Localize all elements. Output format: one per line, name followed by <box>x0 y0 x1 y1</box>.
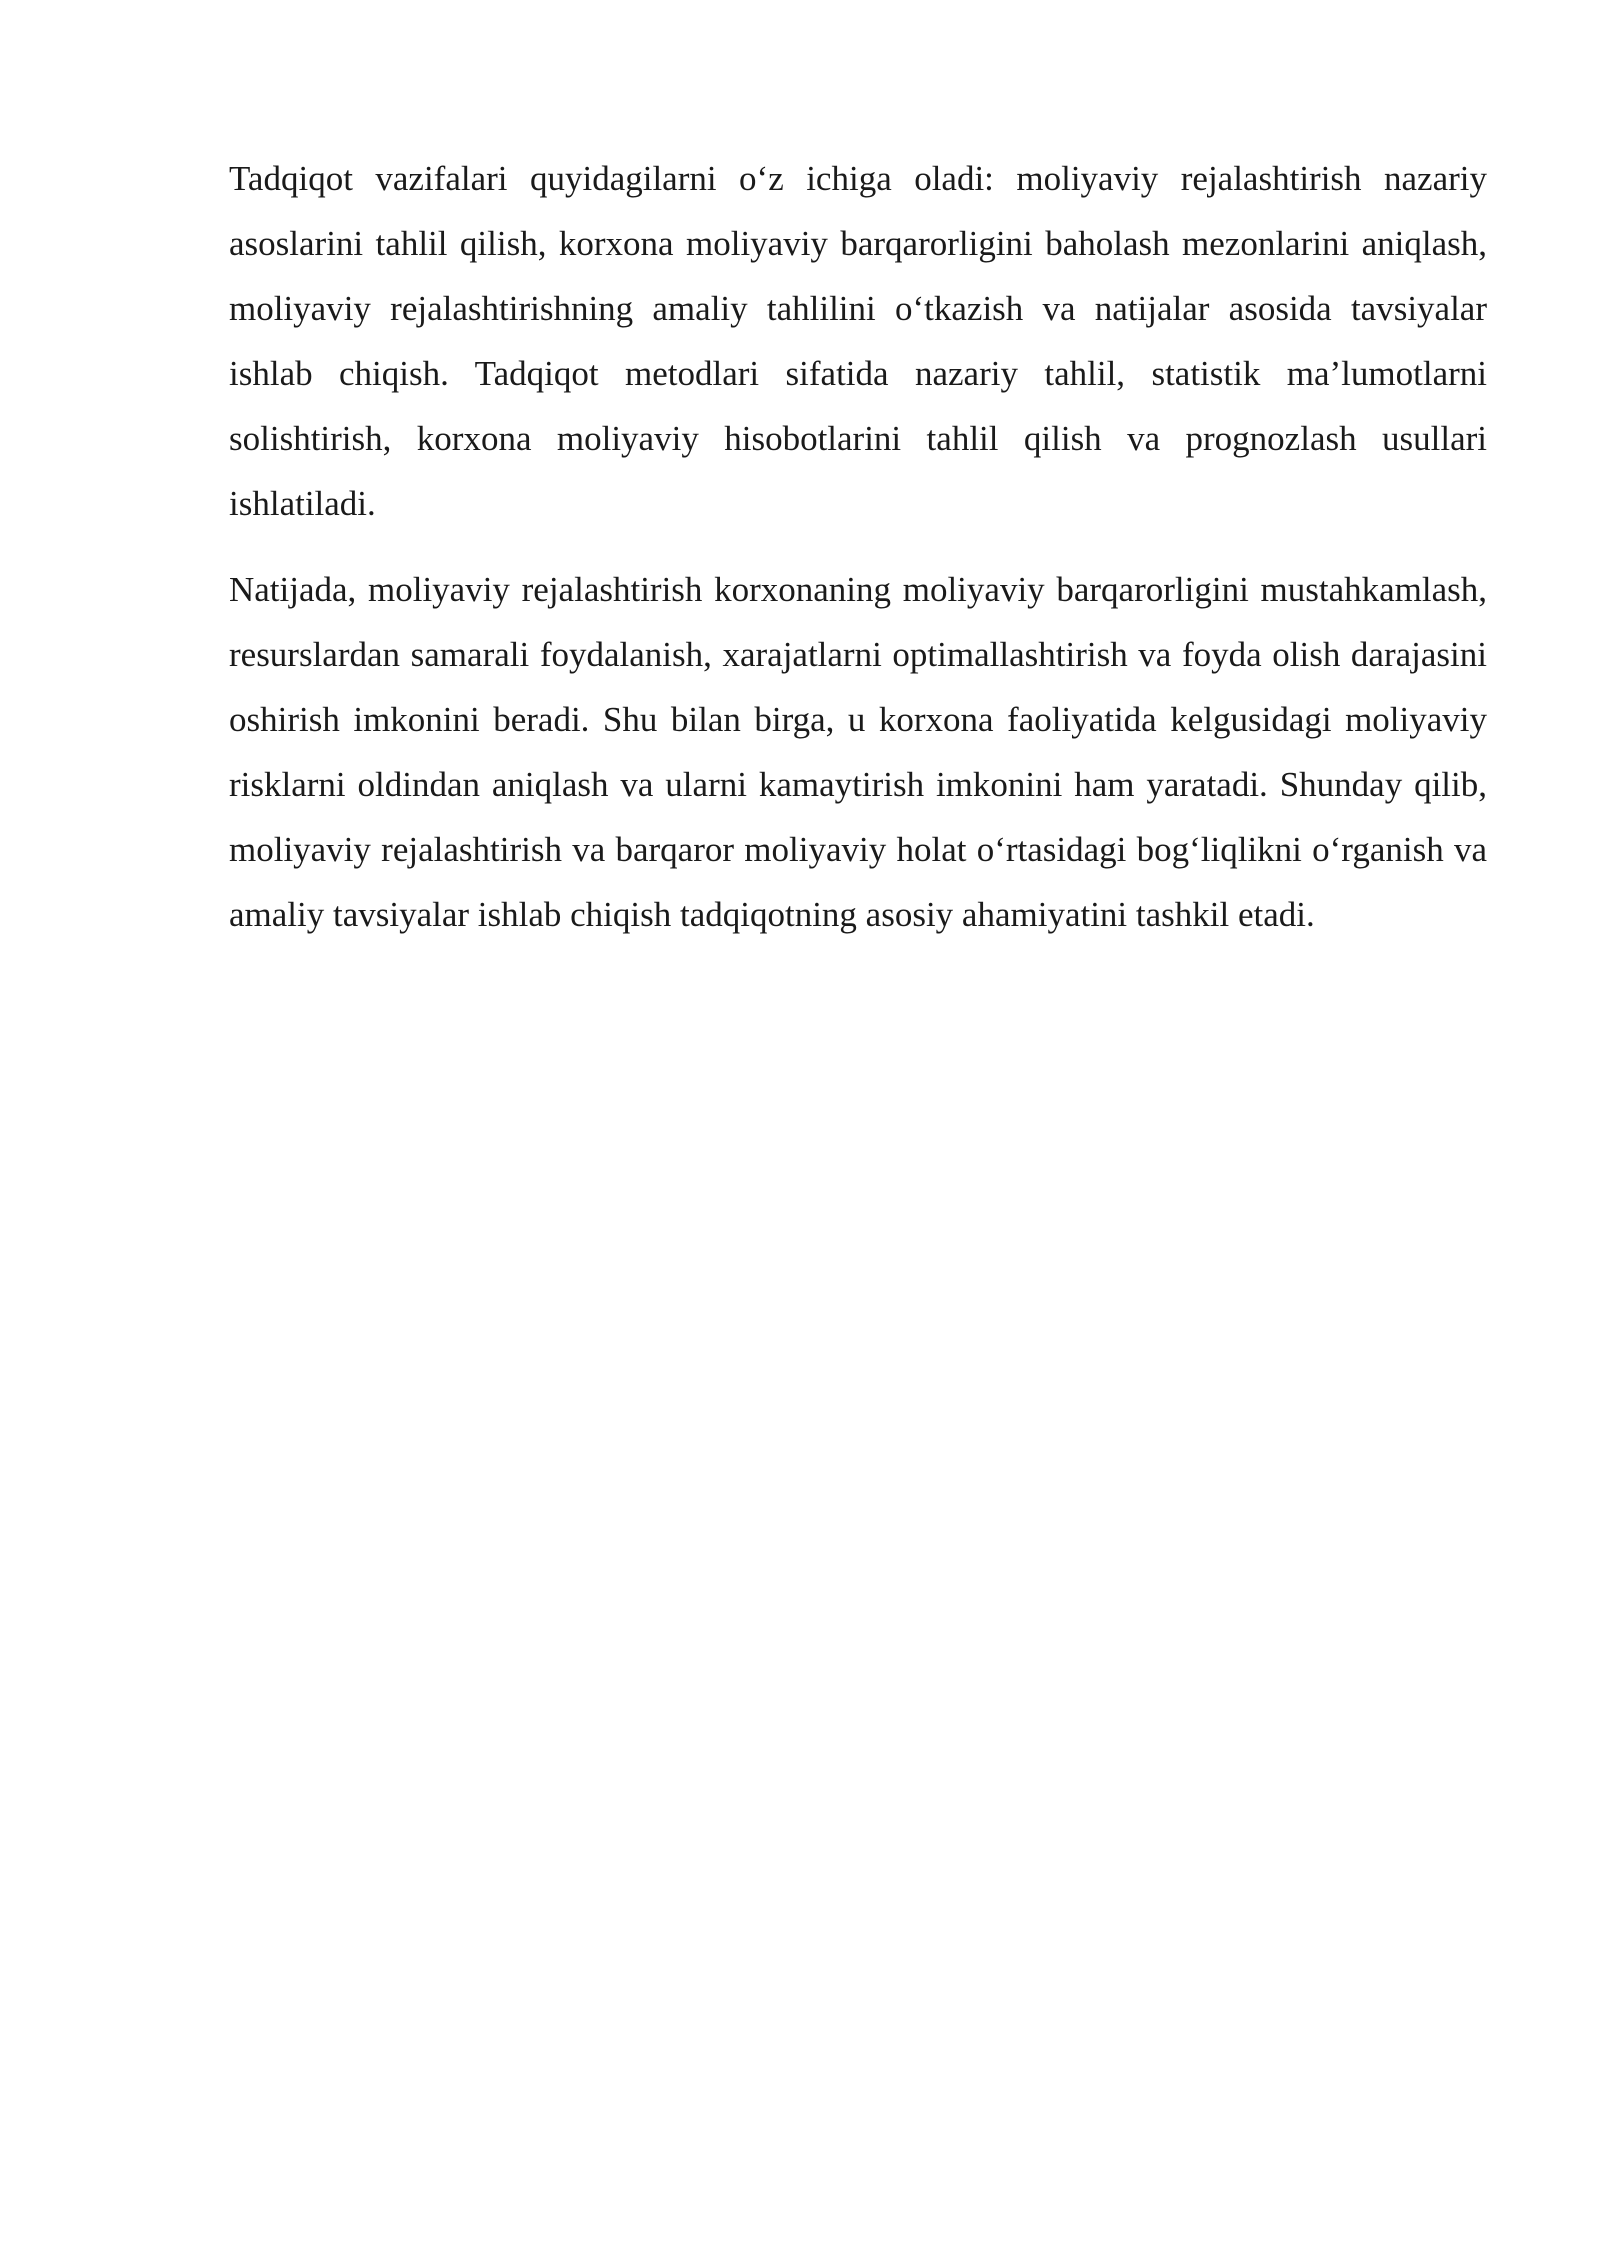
document-body <box>229 146 1487 947</box>
paragraph-research-tasks: Tadqiqot vazifalari quyidagilarni o‘z ichiga oladi: moliyaviy rejalashtirish nazariy asoslarini tahlil qilish, korxona moliyaviy barqarorligini baholash mezonlarini aniqlash, moliyaviy rejalashtirishning amaliy tahlilini o‘tkazish va natijalar asosida tavsiyalar ishlab chiqish. Tadqiqot metodlari sifatida nazariy tahlil, statistik ma’lumotlarni solishtirish, korxona moliyaviy hisobotlarini tahlil qilish va prognozlash usullari ishlatiladi. <box>229 159 1487 523</box>
paragraph-results: Natijada, moliyaviy rejalashtirish korxonaning moliyaviy barqarorligini mustahkamlash, resurslardan samarali foydalanish, xarajatlarni optimallashtirish va foyda olish darajasini oshirish imkonini beradi. Shu bilan birga, u korxona faoliyatida kelgusidagi moliyaviy risklarni oldindan aniqlash va ularni kamaytirish imkonini ham yaratadi. Shunday qilib, moliyaviy rejalashtirish va barqaror moliyaviy holat o‘rtasidagi bog‘liqlikni o‘rganish va amaliy tavsiyalar ishlab chiqish tadqiqotning asosiy ahamiyatini tashkil etadi. <box>229 570 1487 934</box>
